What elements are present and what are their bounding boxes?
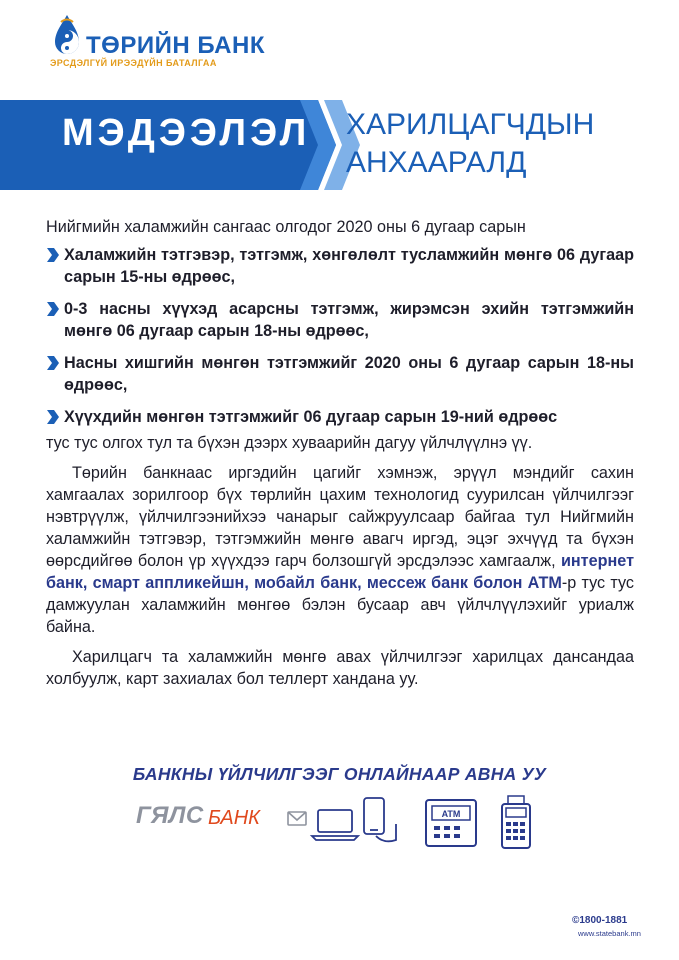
schedule-item <box>46 298 634 342</box>
paragraph-1 <box>46 462 634 638</box>
gyals-logo-bank: БАНК <box>208 807 260 829</box>
chevron-right-icon <box>46 247 60 263</box>
banner-heading-line2: АНХААРАЛД <box>346 146 527 179</box>
yin-yang-drop-icon <box>52 14 82 58</box>
online-services-title: БАНКНЫ ҮЙЛЧИЛГЭЭГ ОНЛАЙНААР АВНА УУ <box>132 764 547 784</box>
bank-slogan: ЭРСДЭЛГҮЙ ИРЭЭДҮЙН БАТАЛГАА <box>50 58 217 68</box>
banner-heading-line1: ХАРИЛЦАГЧДЫН <box>346 108 595 141</box>
envelope-icon <box>288 812 306 825</box>
atm-label: ATM <box>441 809 461 819</box>
smartphone-icon <box>364 798 396 841</box>
after-bullets-text: тус тус олгох тул та бүхэн дээрх хуваарийн дагуу үйлчлүүлнэ үү. <box>46 434 533 452</box>
paragraph-1-start: Төрийн банкнаас иргэдийн цагийг хэмнэж, эрүүл мэндийг сахин хамгаалах зорилгоор бүх төрлийн цахим технологид суурилсан үйлчилгээг нэвтрүүлж, үйлчилгээнийхээ чанарыг сайжруулсаар байгаа тул Нийгмийн халамжийн тэтгэвэр, тэтгэмжийн мөнгө авагч иргэд, эцэг эхчүүд та бүхэн өөрсдийгөө болон үр хүүхдээ гарч болзошгүй эрсдэлээс хамгаалж, <box>46 464 634 570</box>
website-link[interactable]: www.statebank.mn <box>578 929 641 938</box>
schedule-item-text: Хүүхдийн мөнгөн тэтгэмжийг 06 дугаар сарын 19-ний өдрөөс <box>64 408 558 426</box>
gyals-logo-word: ГЯЛС <box>136 802 204 829</box>
schedule-item-text: Халамжийн тэтгэвэр, тэтгэмж, хөнгөлөлт тусламжийн мөнгө 06 дугаар сарын 15-ны өдрөөс, <box>64 246 634 286</box>
online-channels-highlight: интернет банк, смарт аппликейшн, мобайл банк, мессеж банк болон АТМ <box>46 552 634 592</box>
paragraph-1-end: -р тус тус дамжуулан халамжийн мөнгөө бэлэн бусаар авч үйлчлүүлэхийг уриалж байна. <box>46 574 634 636</box>
schedule-item <box>46 406 634 428</box>
banner-heading <box>346 106 594 182</box>
schedule-item-text: Насны хишгийн мөнгөн тэтгэмжийг 2020 оны 6 дугаар сарын 18-ны өдрөөс, <box>64 354 634 394</box>
hotline-number: ©1800-1881 <box>572 915 628 926</box>
chevron-right-icon <box>46 301 60 317</box>
intro-text: Нийгмийн халамжийн сангаас олгодог 2020 оны 6 дугаар сарын <box>46 218 526 236</box>
laptop-icon <box>312 810 358 840</box>
device-icons <box>284 792 544 852</box>
pos-terminal-icon <box>502 796 530 848</box>
banner-word: МЭДЭЭЛЭЛ <box>62 112 311 154</box>
schedule-item <box>46 352 634 396</box>
paragraph-2: Харилцагч та халамжийн мөнгө авах үйлчилгээг харилцах дансандаа холбуулж, карт захиалах бол теллерт хандана уу. <box>46 648 634 688</box>
chevron-right-icon <box>46 355 60 371</box>
bank-name: ТӨРИЙН БАНК <box>86 32 265 59</box>
notice-body <box>46 216 634 698</box>
schedule-item-text: 0-3 насны хүүхэд асарсны тэтгэмж, жирэмсэн эхийн тэтгэмжийн мөнгө 06 дугаар сарын 18-ны өдрөөс, <box>64 300 634 340</box>
atm-icon <box>426 800 476 846</box>
schedule-item <box>46 244 634 288</box>
chevron-right-icon <box>46 409 60 425</box>
